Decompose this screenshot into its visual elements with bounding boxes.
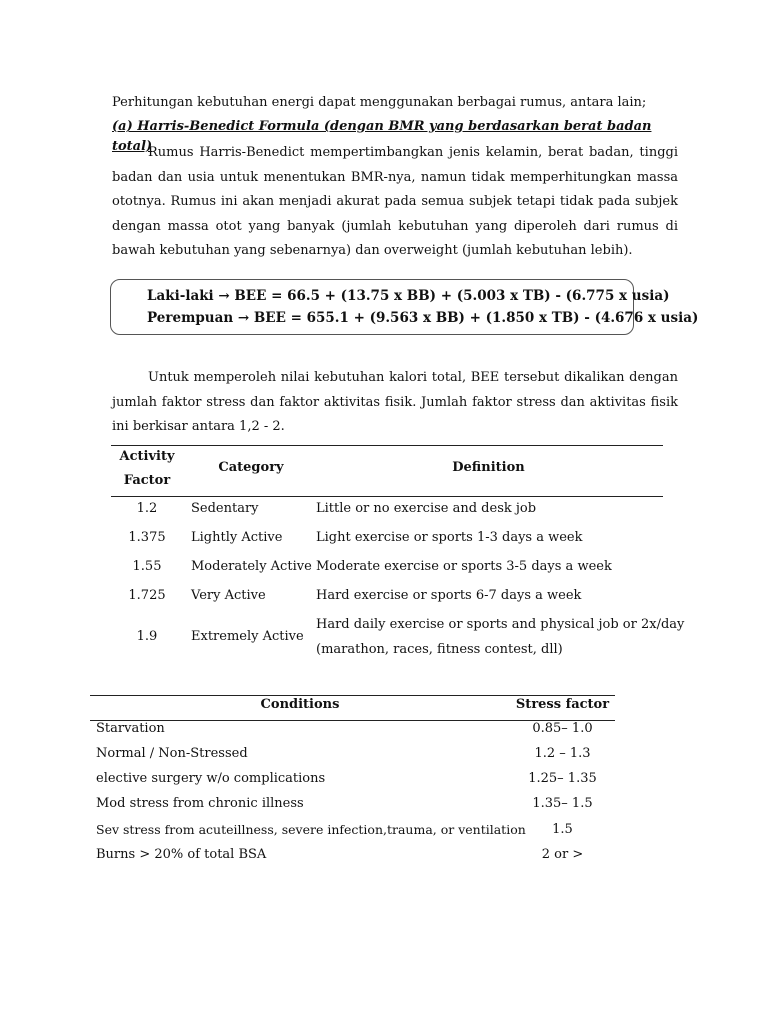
header-activity-factor [111, 445, 183, 493]
activity-category: Very Active [191, 588, 266, 603]
activity-factor-value: 1.725 [128, 588, 166, 603]
paragraph1-text: Rumus Harris-Benedict mempertimbangkan jenis kelamin, berat badan, tinggi badan dan usia untuk menentukan BMR-nya, namun tidak memperhitungkan massa ototnya. Rumus ini akan menjadi akurat pada semua subjek tetapi tidak pada subjek dengan massa otot yang banyak (jumlah kebutuhan yang diperoleh dari rumus di bawah kebutuhan yang sebenarnya) dan overweight (jumlah kebutuhan lebih). [112, 145, 678, 258]
stress-factor-value: 1.35– 1.5 [532, 796, 593, 811]
paragraph-total-calorie [112, 366, 678, 440]
formula-female: Perempuan → BEE = 655.1 + (9.563 x BB) + (1.850 x TB) - (4.676 x usia) [147, 310, 699, 326]
condition-text: Sev stress from acuteillness, severe infection,trauma, or ventilation [96, 822, 526, 837]
header-definition: Definition [452, 460, 525, 475]
activity-definition: Hard exercise or sports 6-7 days a week [316, 588, 582, 603]
header-category: Category [218, 460, 284, 475]
condition-text: Starvation [96, 721, 165, 736]
header-conditions: Conditions [260, 697, 340, 712]
activity-factor-value: 1.9 [136, 629, 158, 644]
activity-category: Lightly Active [191, 530, 283, 545]
formula-box [110, 279, 699, 335]
condition-text: Mod stress from chronic illness [96, 796, 304, 811]
activity-factor-value: 1.375 [128, 530, 166, 545]
paragraph2-text: Untuk memperoleh nilai kebutuhan kalori total, BEE tersebut dikalikan dengan jumlah faktor stress dan faktor aktivitas fisik. Jumlah faktor stress dan aktivitas fisik ini berkisar antara 1,2 - 2. [112, 370, 678, 434]
header-activity-line1: Activity [119, 449, 175, 464]
activity-category: Extremely Active [191, 629, 304, 644]
stress-factor-value: 2 or > [541, 847, 584, 862]
activity-definition: Light exercise or sports 1-3 days a week [316, 530, 583, 545]
header-stress-factor: Stress factor [515, 697, 610, 712]
activity-category: Sedentary [191, 501, 259, 516]
stress-factor-value: 1.2 – 1.3 [534, 746, 591, 761]
paragraph-harris-benedict [112, 141, 678, 264]
section-heading: (a) Harris-Benedict Formula (dengan BMR yang berdasarkan berat badan total) [112, 119, 652, 154]
table-top-rule [111, 445, 663, 446]
activity-factor-value: 1.2 [136, 501, 158, 516]
formula-male: Laki-laki → BEE = 66.5 + (13.75 x BB) + (5.003 x TB) - (6.775 x usia) [147, 288, 670, 304]
condition-text: Burns > 20% of total BSA [96, 847, 267, 862]
intro-text: Perhitungan kebutuhan energi dapat menggunakan berbagai rumus, antara lain; [112, 95, 647, 110]
condition-text: Normal / Non-Stressed [96, 746, 248, 761]
activity-definition: Hard daily exercise or sports and physical job or 2x/day [316, 617, 685, 632]
activity-category: Moderately Active [191, 559, 312, 574]
activity-definition: Moderate exercise or sports 3-5 days a week [316, 559, 612, 574]
activity-definition: Little or no exercise and desk job [316, 501, 537, 516]
stress-factor-value: 1.5 [552, 822, 573, 837]
activity-factor-value: 1.55 [132, 559, 162, 574]
activity-definition-continued: (marathon, races, fitness contest, dll) [316, 642, 563, 657]
condition-text: elective surgery w/o complications [96, 771, 326, 786]
stress-factor-value: 1.25– 1.35 [528, 771, 597, 786]
header-activity-line2: Factor [123, 473, 171, 488]
stress-factor-value: 0.85– 1.0 [532, 721, 593, 736]
